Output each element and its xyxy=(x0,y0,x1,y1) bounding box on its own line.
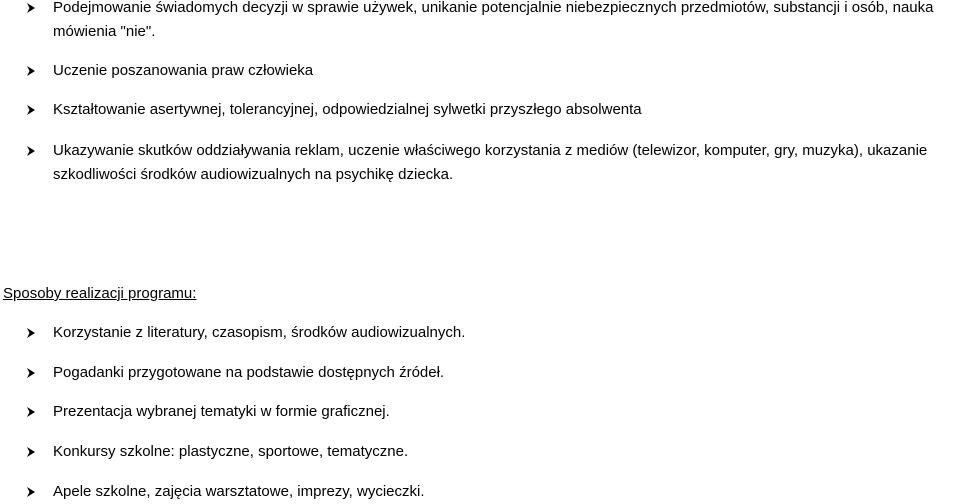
list-item xyxy=(24,139,954,187)
list-item xyxy=(24,361,954,385)
arrowhead-bullet-icon xyxy=(24,0,42,20)
list-item xyxy=(24,0,954,44)
arrowhead-bullet-icon xyxy=(24,440,42,464)
list-item xyxy=(24,400,954,424)
arrowhead-bullet-icon xyxy=(24,321,42,345)
arrowhead-bullet-icon xyxy=(24,59,42,83)
list-item-text: Konkursy szkolne: plastyczne, sportowe, tematyczne. xyxy=(53,443,409,460)
list-item-text: Apele szkolne, zajęcia warsztatowe, imprezy, wycieczki. xyxy=(53,483,425,500)
list-item xyxy=(24,321,954,345)
list-item-text: Ukazywanie skutków oddziaływania reklam, uczenie właściwego korzystania z mediów (telewizor, komputer, gry, muzyka), ukazanie szkodliwości środków audiowizualnych na psychikę dziecka. xyxy=(53,142,928,183)
arrowhead-bullet-icon xyxy=(24,480,42,504)
list-item xyxy=(24,480,954,504)
arrowhead-bullet-icon xyxy=(24,98,42,122)
list-item-text: Kształtowanie asertywnej, tolerancyjnej, odpowiedzialnej sylwetki przyszłego absolwenta xyxy=(53,101,642,118)
arrowhead-bullet-icon xyxy=(24,139,42,163)
list-item xyxy=(24,59,954,83)
list-item-text: Pogadanki przygotowane na podstawie dostępnych źródeł. xyxy=(53,364,445,381)
list-item-text: Podejmowanie świadomych decyzji w sprawie używek, unikanie potencjalnie niebezpiecznych przedmiotów, substancji i osób, nauka mówienia "nie". xyxy=(53,0,934,40)
arrowhead-bullet-icon xyxy=(24,361,42,385)
list-item-text: Prezentacja wybranej tematyki w formie graficznej. xyxy=(53,403,390,420)
list-item-text: Uczenie poszanowania praw człowieka xyxy=(53,62,314,79)
list-item-text: Korzystanie z literatury, czasopism, środków audiowizualnych. xyxy=(53,324,466,341)
section-heading: Sposoby realizacji programu: xyxy=(3,285,197,302)
list-item xyxy=(24,98,954,122)
list-item xyxy=(24,440,954,464)
arrowhead-bullet-icon xyxy=(24,400,42,424)
